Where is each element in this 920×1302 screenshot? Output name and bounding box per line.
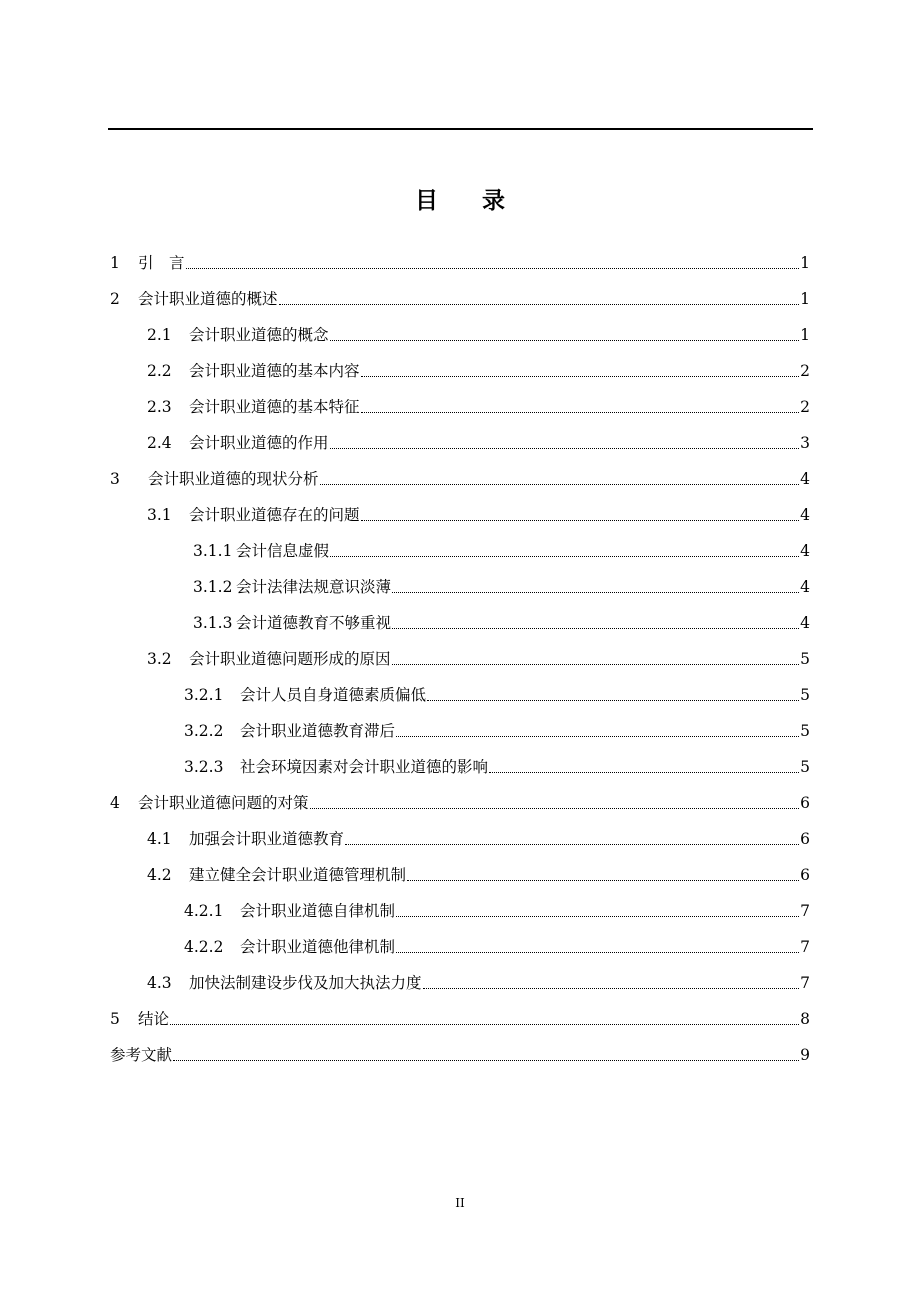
toc-title: 目 录 [414,188,523,214]
toc-entry-label: 会计职业道德问题的对策 [138,794,309,812]
toc-entry-label: 会计法律法规意识淡薄 [236,578,392,596]
toc-dot-leader [345,844,799,845]
toc-entry[interactable] [0,791,810,813]
toc-dot-leader [396,736,799,737]
toc-dot-leader [423,988,800,989]
toc-dot-leader [173,1060,799,1061]
toc-dot-leader [186,268,800,269]
toc-entry-page: 4 [800,506,810,524]
toc-entry[interactable] [0,611,810,633]
toc-dot-leader [310,808,800,809]
toc-entry[interactable] [0,359,810,381]
toc-entry-page: 1 [800,254,810,272]
toc-dot-leader [330,556,799,557]
toc-entry-label: 引 言 [138,254,185,272]
toc-entry-label: 会计职业道德他律机制 [240,938,396,956]
toc-dot-leader [330,448,800,449]
toc-entry-page: 2 [800,362,810,380]
toc-entry-page: 4 [800,470,810,488]
toc-entry[interactable] [0,467,810,489]
toc-entry-page: 5 [800,758,810,776]
toc-entry[interactable] [0,755,810,777]
toc-entry-number: 2.1 [147,326,172,344]
toc-entry-page: 7 [800,902,810,920]
toc-entry-label: 会计职业道德存在的问题 [189,506,360,524]
toc-entry-label: 会计职业道德的基本特征 [189,398,360,416]
toc-dot-leader [392,592,799,593]
toc-entry-number: 2.4 [147,434,172,452]
toc-entry-number: 4.1 [147,830,172,848]
toc-entry-label: 会计职业道德的基本内容 [189,362,360,380]
toc-entry[interactable] [0,683,810,705]
toc-entry-number: 2.3 [147,398,172,416]
toc-entry-label: 会计道德教育不够重视 [236,614,392,632]
toc-entry-number: 4.2.2 [184,938,224,956]
toc-entry-number: 3.2.3 [184,758,224,776]
toc-dot-leader [170,1024,799,1025]
toc-dot-leader [361,520,800,521]
toc-entry-label: 会计职业道德的现状分析 [148,470,319,488]
toc-entry[interactable] [0,1007,810,1029]
toc-entry-number: 5 [110,1010,120,1028]
toc-entry[interactable] [0,971,810,993]
toc-entry-page: 6 [800,830,810,848]
toc-entry-label: 参考文献 [110,1046,173,1064]
toc-dot-leader [279,304,800,305]
toc-entry-page: 7 [800,974,810,992]
toc-entry-label: 会计职业道德自律机制 [240,902,396,920]
toc-entry-label: 会计职业道德的概述 [138,290,278,308]
toc-entry-page: 8 [800,1010,810,1028]
toc-entry[interactable] [0,503,810,525]
toc-entry-page: 4 [800,578,810,596]
toc-entry-number: 3.2 [147,650,172,668]
toc-dot-leader [396,952,799,953]
toc-entry-label: 会计信息虚假 [236,542,330,560]
toc-dot-leader [330,340,800,341]
toc-entry-number: 3.2.2 [184,722,224,740]
toc-entry[interactable] [0,1043,810,1065]
toc-entry-label: 会计职业道德的概念 [189,326,329,344]
toc-entry-label: 加快法制建设步伐及加大执法力度 [189,974,422,992]
toc-entry-number: 3 [110,470,120,488]
toc-entry-page: 6 [800,866,810,884]
toc-entry[interactable] [0,935,810,957]
toc-dot-leader [361,412,800,413]
toc-entry-label: 建立健全会计职业道德管理机制 [189,866,407,884]
toc-entry-page: 1 [800,290,810,308]
toc-entry-number: 1 [110,254,120,272]
toc-entry-number: 4 [110,794,120,812]
toc-entry-number: 2 [110,290,120,308]
toc-entry-number: 3.2.1 [184,686,224,704]
toc-dot-leader [396,916,799,917]
toc-entry-page: 3 [800,434,810,452]
toc-entry-number: 3.1.1 [193,542,233,560]
toc-entry[interactable] [0,395,810,417]
toc-entry-page: 1 [800,326,810,344]
toc-entry-number: 4.2.1 [184,902,224,920]
toc-entry-number: 4.2 [147,866,172,884]
toc-entry-label: 会计职业道德问题形成的原因 [189,650,391,668]
toc-entry[interactable] [0,251,810,273]
toc-entry-label: 社会环境因素对会计职业道德的影响 [240,758,489,776]
toc-entry-page: 5 [800,686,810,704]
toc-entry-label: 会计职业道德的作用 [189,434,329,452]
toc-entry[interactable] [0,575,810,597]
toc-entry-page: 4 [800,614,810,632]
toc-dot-leader [361,376,800,377]
toc-entry-label: 加强会计职业道德教育 [189,830,345,848]
toc-entry[interactable] [0,539,810,561]
toc-entry[interactable] [0,287,810,309]
toc-entry-page: 5 [800,650,810,668]
toc-entry-page: 9 [800,1046,810,1064]
page-number: II [455,1196,465,1210]
toc-entry-page: 6 [800,794,810,812]
toc-entry-number: 3.1.3 [193,614,233,632]
toc-dot-leader [489,772,799,773]
toc-entry-page: 7 [800,938,810,956]
toc-dot-leader [407,880,799,881]
toc-entry[interactable] [0,899,810,921]
toc-dot-leader [427,700,799,701]
toc-entry-label: 会计人员自身道德素质偏低 [240,686,427,704]
toc-dot-leader [320,484,800,485]
header-rule [108,128,813,130]
toc-entry[interactable] [0,863,810,885]
toc-entry[interactable] [0,431,810,453]
toc-entry-number: 4.3 [147,974,172,992]
toc-dot-leader [392,664,800,665]
toc-entry-page: 4 [800,542,810,560]
toc-entry[interactable] [0,323,810,345]
toc-entry[interactable] [0,647,810,669]
toc-entry-label: 结论 [138,1010,170,1028]
toc-entry-page: 2 [800,398,810,416]
toc-entry-page: 5 [800,722,810,740]
toc-entry[interactable] [0,827,810,849]
toc-entry-label: 会计职业道德教育滞后 [240,722,396,740]
toc-entry[interactable] [0,719,810,741]
toc-dot-leader [392,628,799,629]
toc-entry-number: 3.1.2 [193,578,233,596]
toc-entry-number: 2.2 [147,362,172,380]
toc-entry-number: 3.1 [147,506,172,524]
